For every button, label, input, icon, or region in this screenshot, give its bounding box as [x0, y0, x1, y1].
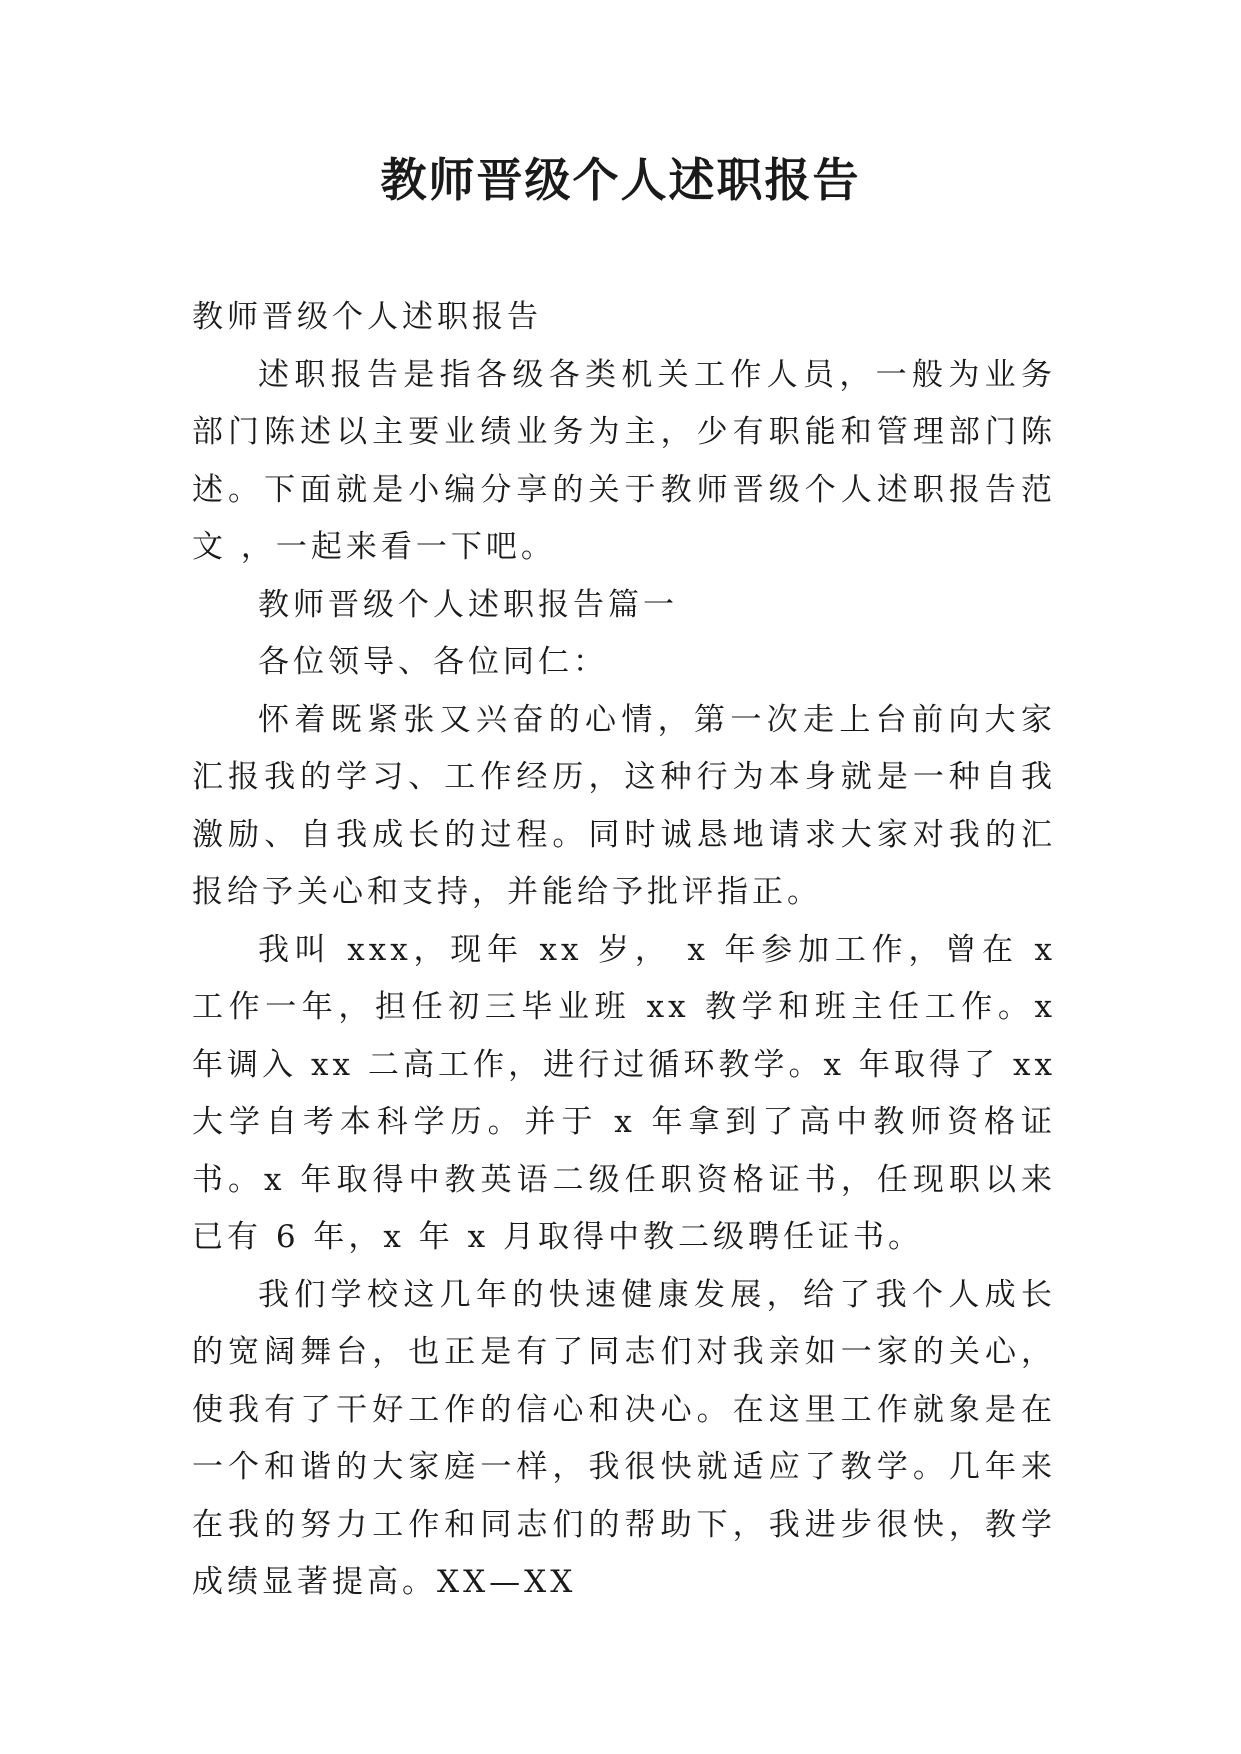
paragraph-personal-info: 我叫 xxx，现年 xx 岁， x 年参加工作，曾在 x 工作一年，担任初三毕业班 xx 教学和班主任工作。x 年调入 xx 二高工作，进行过循环教学。x 年取得了 xx 大学自考本科学历。并于 x 年拿到了高中教师资格证书。x 年取得中教英语二级任职资格证书，任现职以来已有 6 年，x 年 x 月取得中教二级聘任证书。 [192, 931, 1056, 1255]
paragraph-intro: 述职报告是指各级各类机关工作人员，一般为业务部门陈述以主要业绩业务为主，少有职能和管理部门陈述。下面就是小编分享的关于教师晋级个人述职报告范文 ，一起来看一下吧。 [192, 356, 1056, 565]
document-title: 教师晋级个人述职报告 [380, 153, 861, 207]
paragraph-subtitle: 教师晋级个人述职报告 [192, 299, 542, 335]
paragraph-opening: 怀着既紧张又兴奋的心情，第一次走上台前向大家汇报我的学习、工作经历，这种行为本身就是一种自我激励、自我成长的过程。同时诚恳地请求大家对我的汇报给予关心和支持，并能给予批评指正。 [192, 701, 1056, 910]
paragraph-salutation: 各位领导、各位同仁： [258, 644, 608, 680]
paragraph-section-heading: 教师晋级个人述职报告篇一 [258, 586, 678, 623]
document-body [192, 289, 1056, 1612]
paragraph-school-development: 我们学校这几年的快速健康发展，给了我个人成长的宽阔舞台，也正是有了同志们对我亲如一家的关心，使我有了干好工作的信心和决心。在这里工作就象是在一个和谐的大家庭一样，我很快就适应了教学。几年来在我的努力工作和同志们的帮助下，我进步很快，教学成绩显著提高。XX—XX [192, 1276, 1056, 1600]
